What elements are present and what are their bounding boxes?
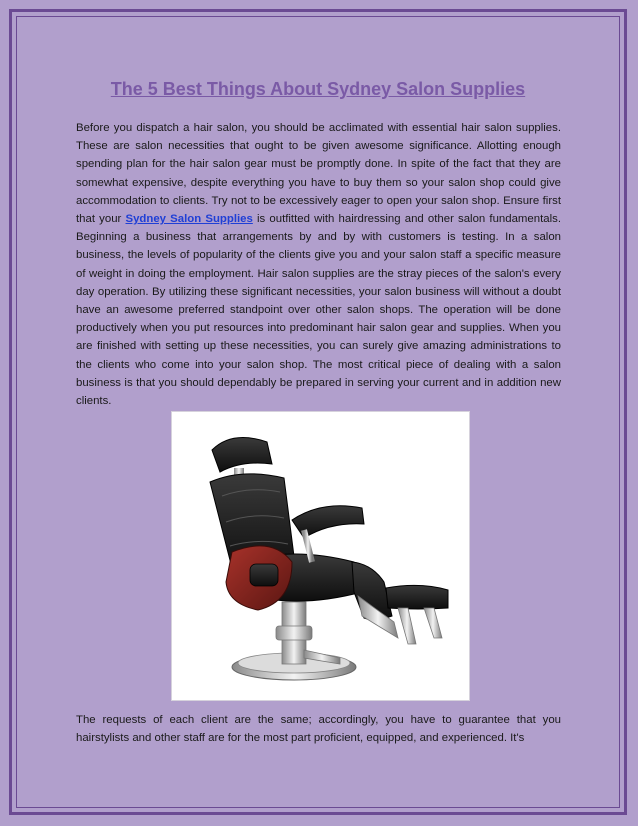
body-paragraph-2: The requests of each client are the same; accordingly, you have to guarantee that you hairstylists and other staff are for the most part proficient, equipped, and experienced. It's [76, 714, 561, 745]
barber-chair-image [171, 411, 470, 701]
body-paragraph-1 [76, 119, 561, 410]
barber-chair-icon [172, 412, 469, 700]
paragraph-text: is outfitted with hairdressing and other salon fundamentals. Beginning a business that arrangements by and by with customers is testing. In a salon business, the levels of popularity of the clients give you and your salon staff a specific measure of weight in doing the employment. Hair salon supplies are the stray pieces of the salon's every day operation. By utilizing these significant necessities, your salon business will without a doubt have an awesome preferred standpoint over other salon shops. The operation will be done productively when you put resources into predominant hair salon gear and supplies. When you are finished with setting up these necessities, you can surely give amazing administrations to the clients who come into your salon shop. The most critical piece of dealing with a salon business is that you should dependably be prepared in serving your current and in addition new clients. [76, 213, 561, 408]
paragraph-text: Before you dispatch a hair salon, you should be acclimated with essential hair salon supplies. These are salon necessities that ought to be given awesome significance. Allotting enough spending plan for the hair salon gear must be promptly done. In spite of the fact that they are somewhat expensive, despite everything you have to buy them so your salon shop could give accommodation to clients. Try not to be excessively eager to open your salon shop. Ensure first that your [76, 122, 561, 226]
document-title: The 5 Best Things About Sydney Salon Supplies [110, 79, 526, 99]
sydney-salon-supplies-link[interactable]: Sydney Salon Supplies [125, 213, 253, 226]
document-page [26, 26, 610, 798]
